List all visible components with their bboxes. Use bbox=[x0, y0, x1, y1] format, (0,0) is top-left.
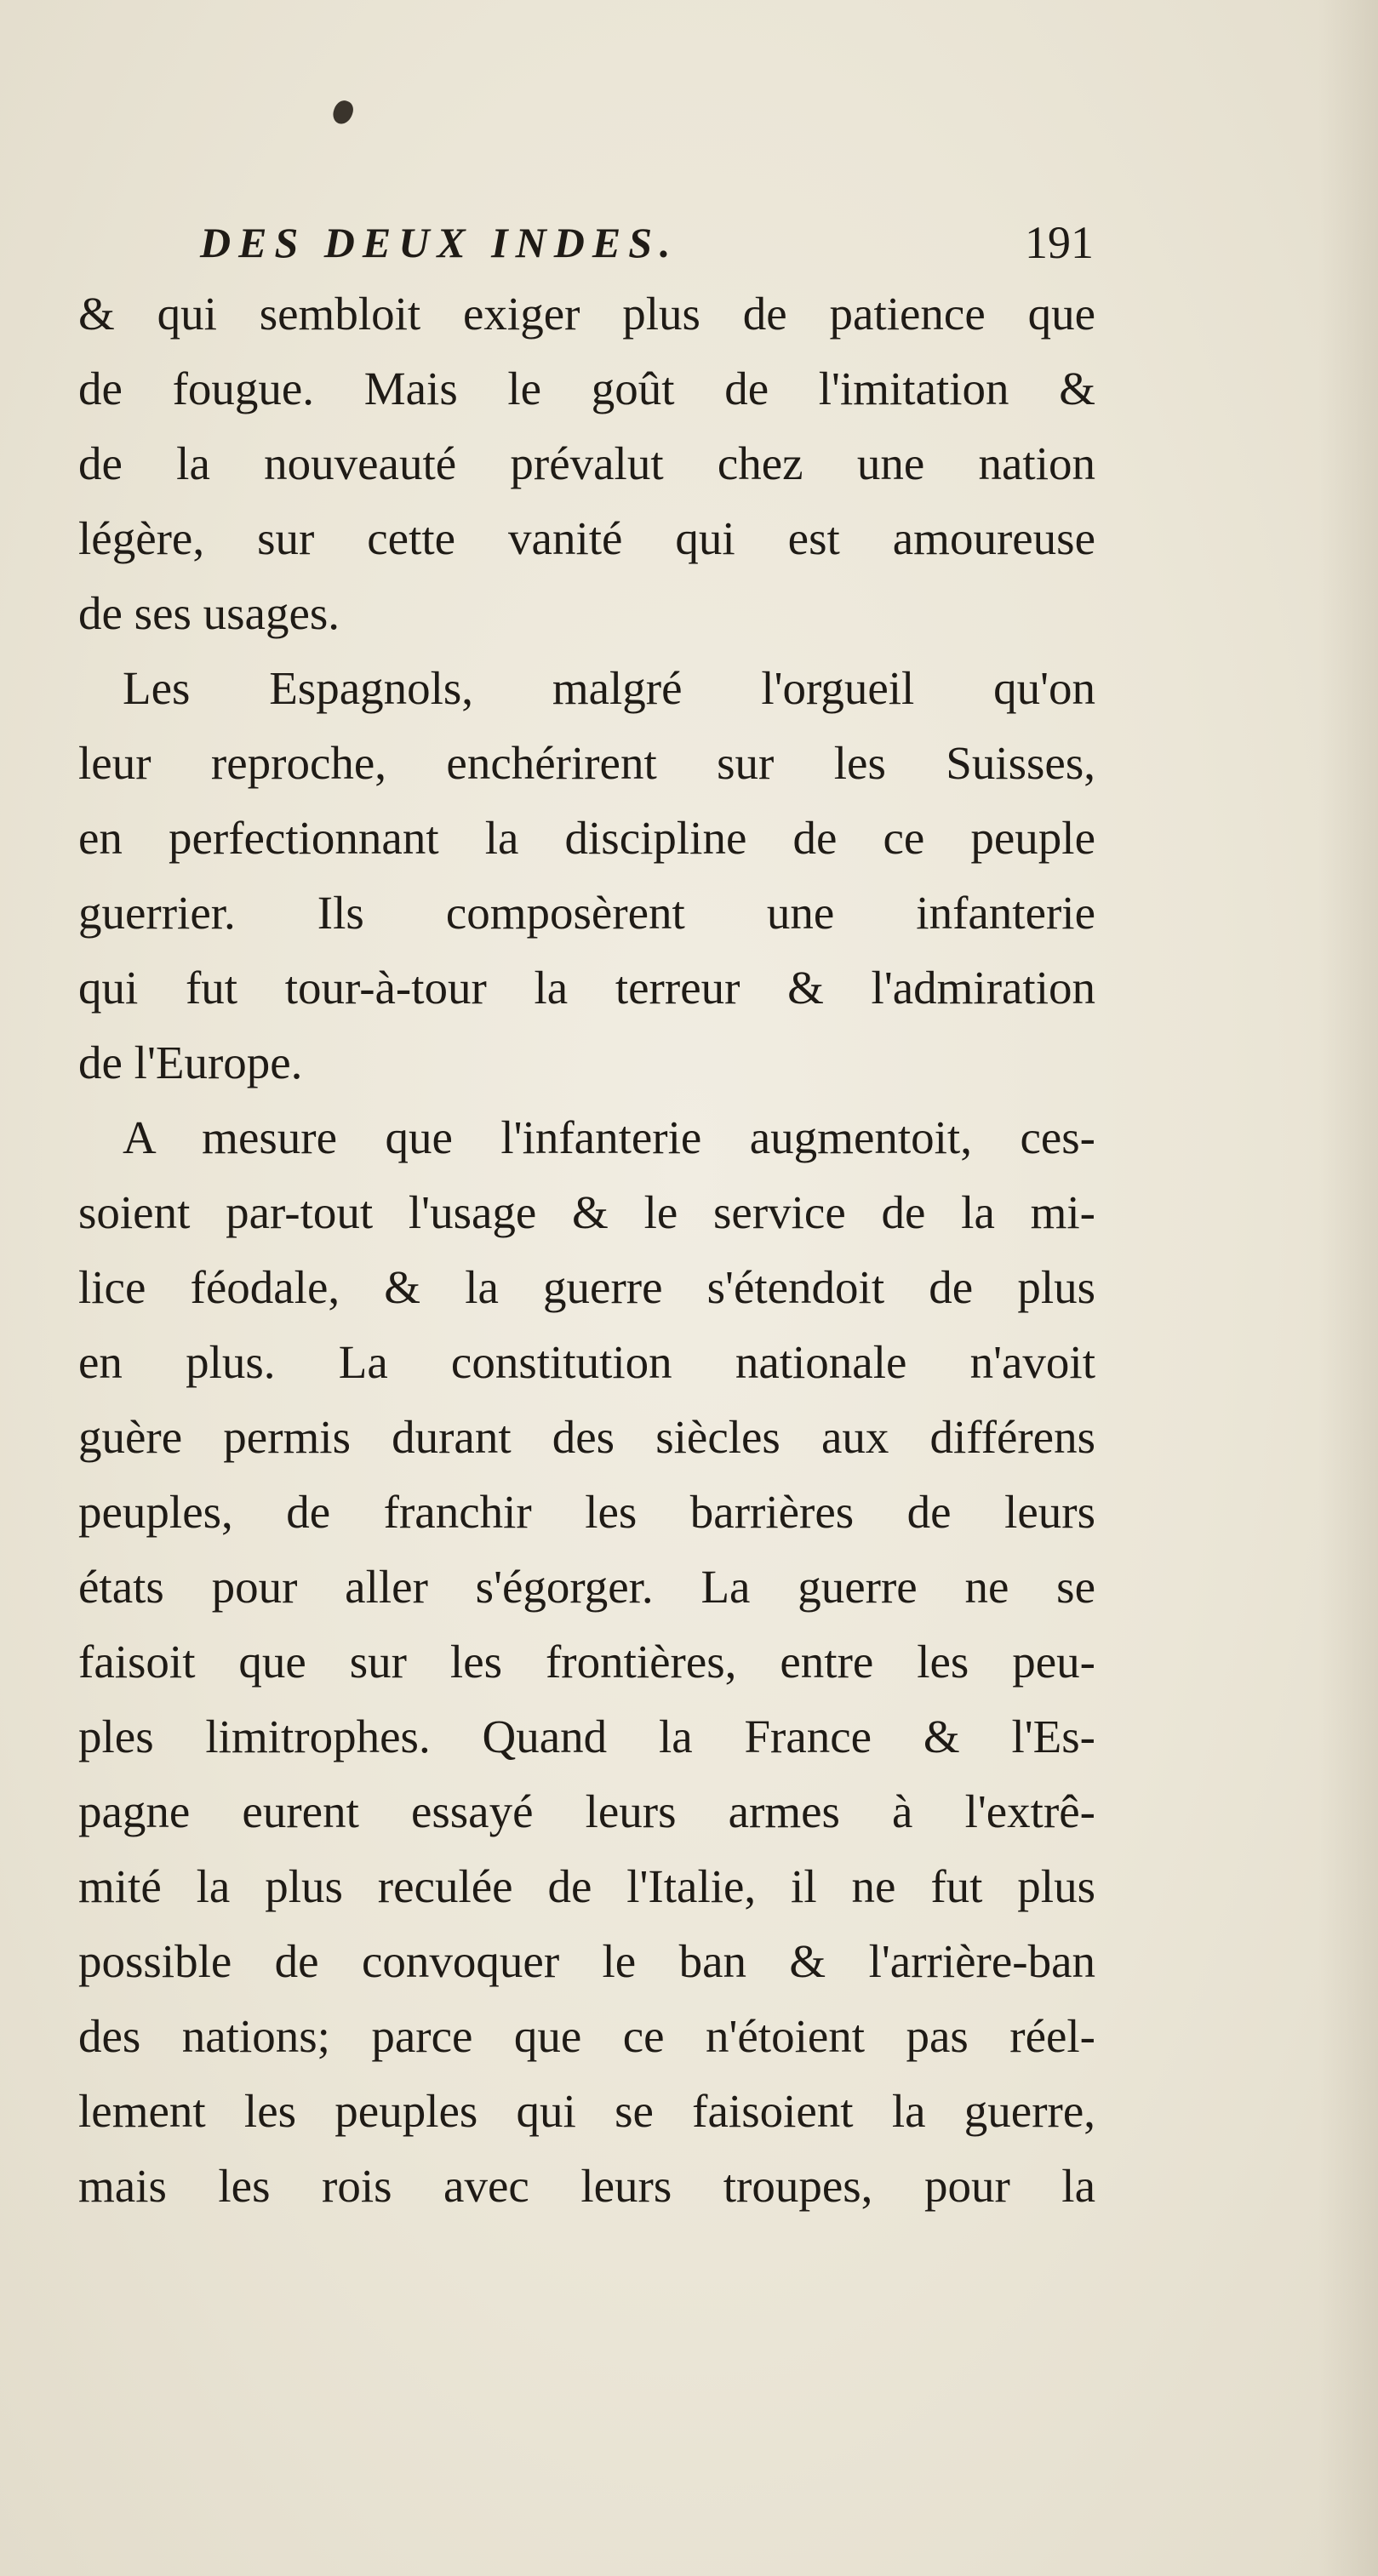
text-line: Les Espagnols, malgré l'orgueil qu'on bbox=[123, 662, 1095, 714]
text-line: lice féodale, & la guerre s'étendoit de plus bbox=[78, 1261, 1095, 1313]
text-line: qui fut tour-à-tour la terreur & l'admiration bbox=[78, 962, 1095, 1014]
text-line: peuples, de franchir les barrières de leurs bbox=[78, 1486, 1095, 1538]
text-line: en plus. La constitution nationale n'avoit bbox=[78, 1336, 1095, 1388]
text-line: de l'Europe. bbox=[78, 1037, 303, 1088]
text-line: mais les rois avec leurs troupes, pour la bbox=[78, 2160, 1095, 2212]
text-line: mité la plus reculée de l'Italie, il ne fut plus bbox=[78, 1860, 1095, 1912]
text-line: des nations; parce que ce n'étoient pas réel- bbox=[78, 2010, 1095, 2062]
text-line: de la nouveauté prévalut chez une nation bbox=[78, 437, 1095, 489]
text-line: légère, sur cette vanité qui est amoureuse bbox=[78, 512, 1095, 564]
page-edge-shadow bbox=[1318, 0, 1378, 2576]
text-line: & qui sembloit exiger plus de patience que bbox=[78, 288, 1095, 340]
text-line: possible de convoquer le ban & l'arrière-ban bbox=[78, 1935, 1095, 1987]
running-head-title: DES DEUX INDES. bbox=[200, 219, 678, 266]
text-line: pagne eurent essayé leurs armes à l'extrê- bbox=[78, 1785, 1095, 1837]
page-number: 191 bbox=[1025, 217, 1094, 268]
ink-speck bbox=[330, 98, 356, 127]
text-line: lement les peuples qui se faisoient la guerre, bbox=[78, 2085, 1095, 2137]
show-through-area bbox=[51, 2191, 1072, 2328]
text-line: leur reproche, enchérirent sur les Suisses, bbox=[78, 737, 1095, 789]
text-line: guerrier. Ils composèrent une infanterie bbox=[78, 887, 1095, 939]
running-head bbox=[200, 208, 1094, 277]
text-line: de ses usages. bbox=[78, 587, 340, 639]
text-line: ples limitrophes. Quand la France & l'Es- bbox=[78, 1711, 1095, 1762]
text-line: guère permis durant des siècles aux différens bbox=[78, 1411, 1095, 1463]
body-text bbox=[78, 277, 1095, 2224]
text-line: faisoit que sur les frontières, entre les peu- bbox=[78, 1636, 1095, 1688]
text-line: de fougue. Mais le goût de l'imitation & bbox=[78, 363, 1095, 414]
text-line: A mesure que l'infanterie augmentoit, ces- bbox=[123, 1111, 1095, 1163]
text-line: états pour aller s'égorger. La guerre ne se bbox=[78, 1561, 1095, 1613]
text-line: soient par-tout l'usage & le service de la mi- bbox=[78, 1186, 1095, 1238]
text-line: en perfectionnant la discipline de ce peuple bbox=[78, 812, 1095, 864]
